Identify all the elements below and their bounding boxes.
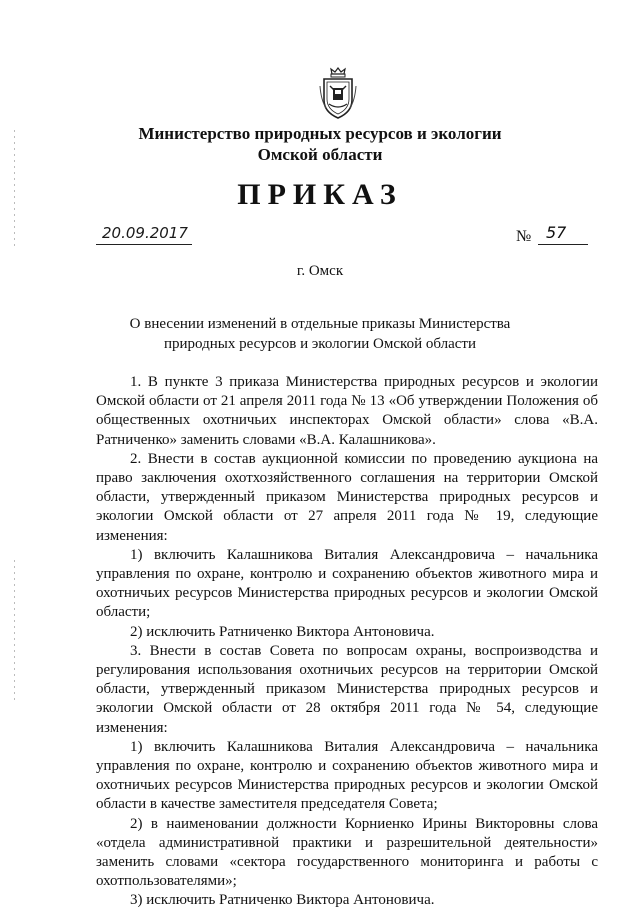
body-paragraph: 1) включить Калашникова Виталия Александровича – начальника управления по охране, контролю и сохранению объектов животного мира и охотничьих ресурсов Министерства природных ресурсов и экологии Омской области; xyxy=(96,546,598,621)
scan-edge-mark xyxy=(14,130,15,250)
order-body xyxy=(96,373,598,911)
coat-of-arms-icon xyxy=(318,66,358,120)
body-paragraph: 2) в наименовании должности Корниенко Ирины Викторовны слова «отдела административной практики и разрешительной деятельности» заменить словами «сектора государственного мониторинга и работы с охотпользователями»; xyxy=(96,815,598,890)
body-paragraph: 3) исключить Ратниченко Виктора Антоновича. xyxy=(130,892,435,909)
order-date: 20.09.2017 xyxy=(102,224,188,242)
body-paragraph: 3. Внести в состав Совета по вопросам охраны, воспроизводства и регулирования использования охотничьих ресурсов на территории Омской области, утвержденный приказом Министерства природных ресурсов и экологии Омской области от 28 октября 2011 года № 54, следующие изменения: xyxy=(96,642,598,736)
body-paragraph: 2. Внести в состав аукционной комиссии по проведению аукциона на право заключения охотхозяйственного соглашения на территории Омской области, утвержденный приказом Министерства природных ресурсов и экологии Омской области от 27 апреля 2011 года № 19, следующие изменения: xyxy=(96,450,598,544)
ministry-name xyxy=(60,123,580,165)
body-paragraph: 2) исключить Ратниченко Виктора Антоновича. xyxy=(130,623,435,640)
date-underline xyxy=(96,244,192,245)
number-underline xyxy=(538,244,588,245)
ministry-name-line2: Омской области xyxy=(257,145,383,164)
order-subject: О внесении изменений в отдельные приказы Министерства природных ресурсов и экологии Омской области xyxy=(129,316,511,352)
body-paragraph: 1) включить Калашникова Виталия Александровича – начальника управления по охране, контролю и сохранению объектов животного мира и охотничьих ресурсов Министерства природных ресурсов и экологии Омской области в качестве заместителя председателя Совета; xyxy=(96,738,598,813)
city: г. Омск xyxy=(296,263,344,279)
number-label: № xyxy=(516,228,532,245)
body-paragraph: 1. В пункте 3 приказа Министерства природных ресурсов и экологии Омской области от 21 апреля 2011 года № 13 «Об утверждении Положения об общественных охотничьих инспекторах Омской области» слова «В.А. Ратниченко» заменить словами «В.А. Калашникова». xyxy=(96,374,598,448)
document-title: ПРИКАЗ xyxy=(237,178,403,211)
ministry-name-line1: Министерство природных ресурсов и экологии xyxy=(138,124,502,143)
date-number-row xyxy=(96,223,588,248)
scan-edge-mark xyxy=(14,560,15,700)
order-number: 57 xyxy=(546,223,567,242)
